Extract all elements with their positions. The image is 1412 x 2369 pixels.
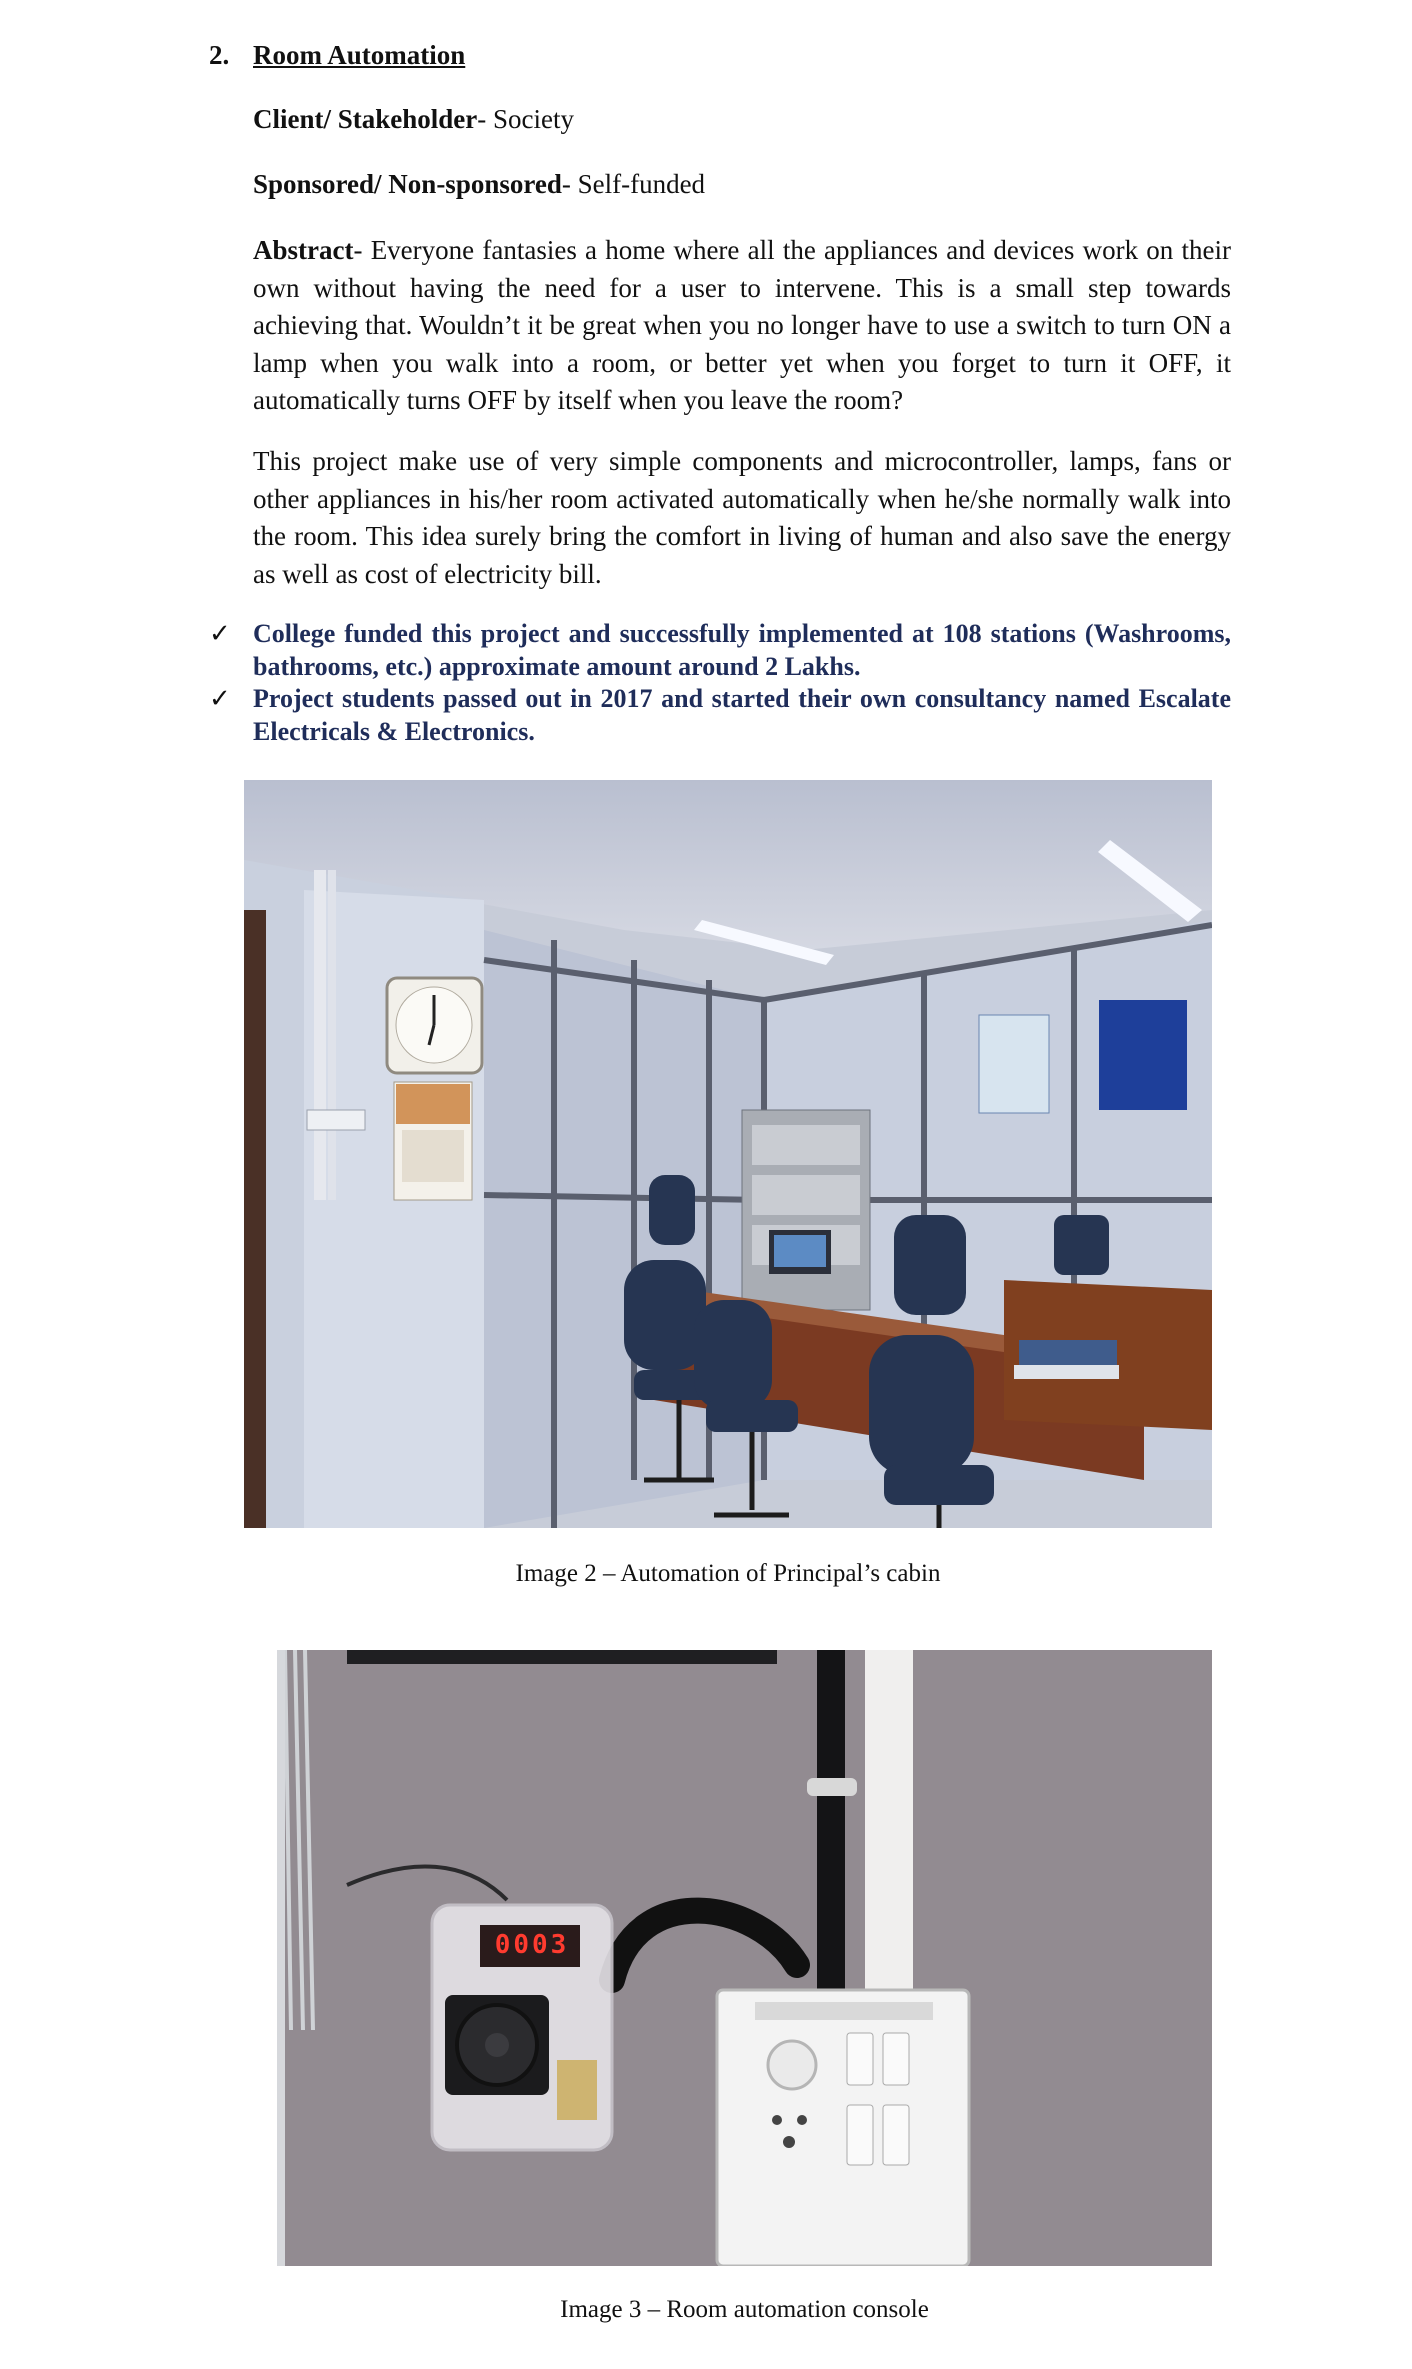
client-label: Client/ Stakeholder: [253, 104, 478, 134]
console-photo: [277, 1650, 1212, 2266]
description-paragraph: This project make use of very simple components and microcontroller, lamps, fans or other appliances in his/her room activated automatically when he/she normally walk into the room. This idea surely bring the comfort in living of human and also save the energy as well as cost of electricity bill.: [253, 446, 1231, 589]
client-line: [253, 104, 574, 135]
sponsorship-label: Sponsored/ Non-sponsored: [253, 169, 562, 199]
console-display: 0003: [494, 1930, 570, 1960]
section-title: Room Automation: [253, 40, 466, 70]
client-value: - Society: [477, 104, 574, 134]
section-number: 2.: [209, 40, 230, 70]
abstract-text: - Everyone fantasies a home where all the appliances and devices work on their own without having the need for a user to intervene. This is a small step towards achieving that. Wouldn’t it be great when you no longer have to use a switch to turn ON a lamp when you walk into a room, or better yet when you forget to turn it OFF, it automatically turns OFF by itself when you leave the room?: [253, 235, 1231, 415]
sponsorship-value: - Self-funded: [561, 169, 706, 199]
cabin-illustration: [244, 780, 1212, 1528]
bullet-item-funding: [209, 617, 1231, 683]
check-icon: ✓: [209, 619, 231, 648]
console-illustration: [277, 1650, 1212, 2266]
check-icon: ✓: [209, 684, 231, 713]
bullet-item-consultancy: [209, 682, 1231, 748]
abstract-paragraph: [253, 232, 1231, 420]
cabin-photo: [244, 780, 1212, 1528]
abstract-label: Abstract: [253, 235, 354, 265]
image3-caption: Image 3 – Room automation console: [560, 2296, 929, 2323]
sponsorship-line: [253, 169, 705, 200]
bullet-text: Project students passed out in 2017 and started their own consultancy named Escalate Electricals & Electronics.: [253, 684, 1231, 746]
bullet-text: College funded this project and successfully implemented at 108 stations (Washrooms, bathrooms, etc.) approximate amount around 2 Lakhs.: [253, 619, 1231, 681]
section-heading: [209, 40, 465, 71]
image2-caption: Image 2 – Automation of Principal’s cabin: [515, 1560, 941, 1587]
